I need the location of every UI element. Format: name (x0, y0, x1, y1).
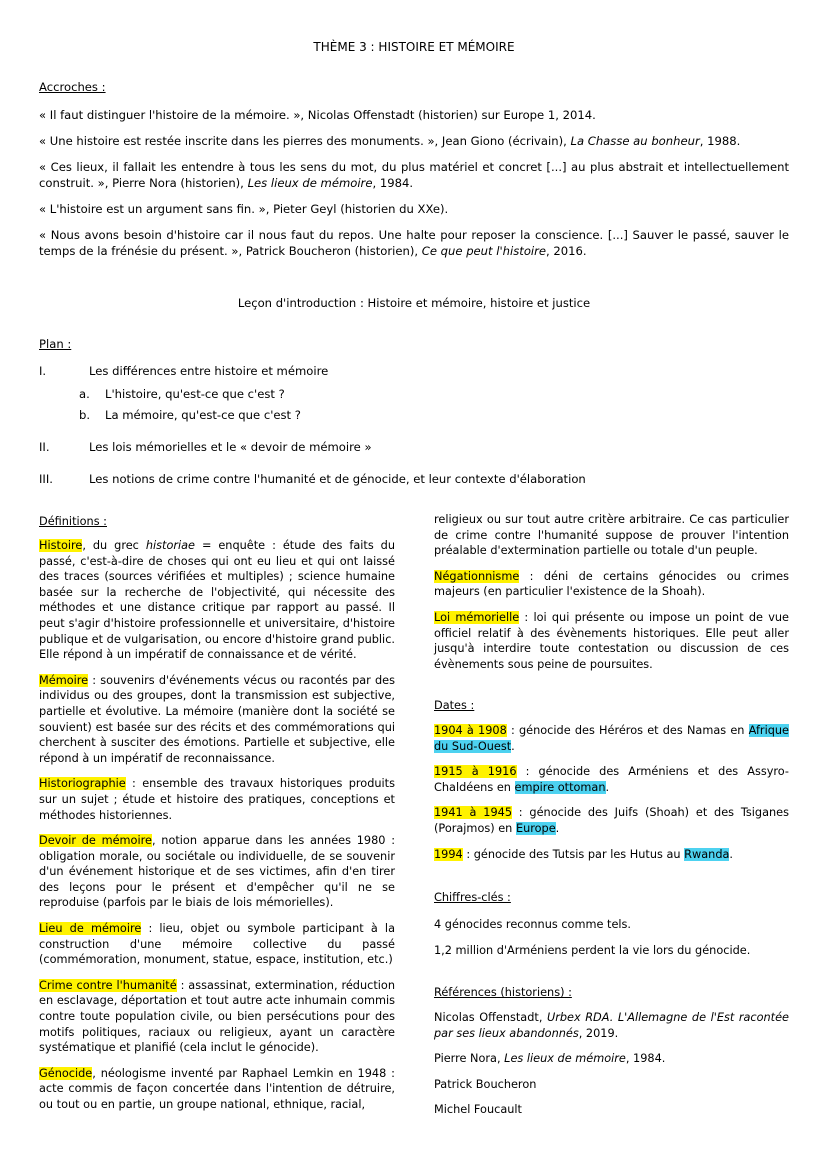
key-figures-heading: Chiffres-clés : (434, 891, 511, 904)
plan-number: I. (39, 364, 47, 378)
date-item (434, 764, 789, 795)
date-end: . (605, 780, 610, 794)
definition-term: Lieu de mémoire (39, 922, 142, 936)
reference-author: Pierre Nora, (434, 1052, 505, 1066)
quote-2 (39, 134, 789, 150)
definition-term: Mémoire (39, 673, 89, 687)
date-end: . (729, 847, 734, 861)
plan-number: b. (79, 408, 91, 422)
plan-label: Les notions de crime contre l'humanité et de génocide, et leur contexte d'élaboration (89, 472, 586, 486)
definition-devoir-de-memoire (39, 833, 395, 911)
definition-term: Histoire (39, 539, 83, 552)
definition-body: : loi qui présente ou impose un point de vue officiel relatif à des évènements historiques. Elle peut aller jusqu'à interdire toute contestation ou discussion de ces évènements sous peine de poursuites. (434, 610, 789, 671)
date-place: Rwanda (684, 847, 730, 861)
plan-label: Les lois mémorielles et le « devoir de mémoire » (89, 440, 372, 454)
definition-body: , notion apparue dans les années 1980 : obligation morale, ou sociétale ou individuelle, de se souvenir d'un événement historique et de ses victimes, afin d'en tirer des leçons pour le présent et d'empêcher qu'il ne se reproduise (parfois par le biais de lois mémorielles). (39, 834, 395, 910)
definition-term: Historiographie (39, 777, 126, 791)
quote-1 (39, 108, 789, 124)
reference-item (434, 1077, 789, 1093)
reference-item (434, 1051, 789, 1067)
date-place: empire ottoman (514, 780, 606, 794)
definitions-left-column (39, 538, 395, 1123)
quote-text: « Une histoire est restée inscrite dans les pierres des monuments. », Jean Giono (écrivain), (39, 134, 571, 148)
date-place: Afrique du Sud-Ouest (434, 724, 789, 753)
reference-year: , 1984. (625, 1052, 666, 1066)
references-heading: Références (historiens) : (434, 986, 572, 999)
date-body: : génocide des Arméniens et des Assyro-Chaldéens en (434, 765, 790, 794)
quote-text: « Ces lieux, il fallait les entendre à tous les sens du mot, du plus matériel et concret [...] au plus abstrait et intellectuellement construit. », Pierre Nora (historien), (39, 160, 789, 190)
reference-work: Urbex RDA. L'Allemagne de l'Est racontée par ses lieux abandonnés (434, 1011, 789, 1040)
reference-author: Patrick Boucheron (434, 1077, 537, 1091)
reference-year: , 2019. (578, 1026, 619, 1040)
definition-pre: , du grec (82, 539, 146, 552)
quote-year: , 1988. (699, 134, 741, 148)
definition-body: = enquête : étude des faits du passé, c'est-à-dire de choses qui ont eu lieu et qui ont laissé des traces (sources vérifiées et multiples) ; science humaine basée sur la recherche de l'objectivité, qui nécessite des méthodes et une distance critique par rapport au passé. Il peut s'agir d'histoire professionnelle et universitaire, d'histoire publique et de vulgarisation, ou encore d'histoire grand public. Elle répond à un impératif de connaissance et de vérité. (39, 539, 395, 662)
plan-label: Les différences entre histoire et mémoire (89, 364, 329, 378)
definition-historiographie (39, 776, 395, 823)
dates-list (434, 723, 789, 872)
dates-heading: Dates : (434, 699, 475, 712)
reference-author: Michel Foucault (434, 1103, 522, 1117)
quote-work: La Chasse au bonheur (570, 134, 700, 148)
reference-item (434, 1010, 789, 1041)
definition-body: , néologisme inventé par Raphael Lemkin en 1948 : acte commis de façon concertée dans l'intention de détruire, ou tout ou en partie, un groupe national, ethnique, racial, (39, 1066, 395, 1111)
definition-body: : lieu, objet ou symbole participant à la construction d'une mémoire collective du passé (commémoration, monument, statue, espace, institution, etc.) (39, 922, 395, 967)
definition-term: Devoir de mémoire (39, 834, 152, 848)
key-figure-item: 1,2 million d'Arméniens perdent la vie lors du génocide. (434, 944, 751, 957)
reference-author: Nicolas Offenstadt, (434, 1011, 547, 1024)
date-range: 1994 (434, 847, 463, 861)
definitions-right-column (434, 512, 789, 682)
key-figure-item: 4 génocides reconnus comme tels. (434, 918, 632, 931)
quote-year: , 1984. (372, 175, 414, 190)
date-item (434, 847, 789, 863)
date-end: . (511, 739, 515, 753)
definition-term: Négationnisme (434, 569, 520, 583)
definition-body: : déni de certains génocides ou crimes majeurs (en particulier l'existence de la Shoah). (434, 569, 789, 599)
date-body: : génocide des Juifs (Shoah) et des Tsiganes (Porajmos) en (434, 806, 789, 835)
date-body: : génocide des Héréros et des Namas en (506, 724, 749, 737)
quote-year: , 2016. (546, 243, 587, 258)
plan-label: L'histoire, qu'est-ce que c'est ? (105, 387, 285, 401)
definitions-heading: Définitions : (39, 515, 107, 528)
plan-number: III. (39, 472, 53, 486)
definition-crime-contre-humanite (39, 978, 395, 1056)
definition-body: : assassinat, extermination, réduction en esclavage, déportation et tout autre acte inhumain commis contre toute population civile, ou bien persécutions pour des motifs politiques, raciaux ou religieux, ayant un caractère systématique et planifié (cela inclut le génocide). (39, 978, 395, 1055)
definition-genocide (39, 1066, 395, 1113)
plan-number: II. (39, 440, 50, 454)
plan-number: a. (79, 387, 90, 401)
definition-body: : souvenirs d'événements vécus ou racontés par des individus ou des groupes, dont la transmission est subjective, partielle et évolutive. La mémoire (manière dont la société se souvient) est basée sur des récits et des commémorations qui cherchent à susciter des émotions. Partielle et subjective, elle répond à un impératif de reconnaissance. (39, 673, 395, 765)
reference-item (434, 1102, 789, 1118)
quote-text: « Il faut distinguer l'histoire de la mémoire. », Nicolas Offenstadt (historien) sur Europe 1, 2014. (39, 108, 596, 122)
definition-term: Loi mémorielle (434, 610, 520, 624)
definition-italic: historiae (145, 539, 196, 552)
date-item (434, 805, 789, 836)
definition-lieu-de-memoire (39, 921, 395, 968)
definition-term: Crime contre l'humanité (39, 978, 177, 992)
page-title: THÈME 3 : HISTOIRE ET MÉMOIRE (313, 40, 515, 54)
reference-work: Les lieux de mémoire (504, 1052, 626, 1066)
definition-body: : ensemble des travaux historiques produits sur un sujet ; étude et histoire des pratiques, conceptions et méthodes historiennes. (39, 777, 395, 822)
date-body: : génocide des Tutsis par les Hutus au (462, 847, 685, 861)
accroches-heading: Accroches : (39, 80, 106, 94)
definition-negationnisme (434, 569, 789, 600)
definition-genocide-continued: religieux ou sur tout autre critère arbitraire. Ce cas particulier de crime contre l'humanité suppose de prouver l'intention préalable d'extermination partielle ou totale d'un peuple. (434, 513, 789, 558)
plan-heading: Plan : (39, 337, 72, 351)
quote-5 (39, 228, 789, 260)
date-end: . (555, 821, 560, 835)
definition-memoire (39, 673, 395, 767)
quote-text: « L'histoire est un argument sans fin. », Pieter Geyl (historien du XXe). (39, 202, 449, 216)
date-place: Europe (515, 821, 556, 835)
quote-work: Les lieux de mémoire (247, 175, 373, 190)
definition-loi-memorielle (434, 610, 789, 672)
definition-histoire (39, 538, 395, 663)
quote-4 (39, 202, 789, 218)
quote-text: « Nous avons besoin d'histoire car il nous faut du repos. Une halte pour reposer la conscience. [...] Sauver le passé, sauver le temps de la frénésie du présent. », Patrick Boucheron (historien), (39, 228, 789, 258)
quote-3 (39, 160, 789, 192)
lesson-title: Leçon d'introduction : Histoire et mémoire, histoire et justice (237, 296, 591, 310)
references-list (434, 1010, 789, 1128)
definition-term: Génocide (39, 1066, 93, 1080)
quote-work: Ce que peut l'histoire (421, 243, 547, 258)
plan-label: La mémoire, qu'est-ce que c'est ? (105, 408, 301, 422)
date-range: 1915 à 1916 (434, 765, 517, 779)
date-range: 1941 à 1945 (434, 806, 513, 820)
date-range: 1904 à 1908 (434, 724, 507, 737)
date-item (434, 723, 789, 754)
